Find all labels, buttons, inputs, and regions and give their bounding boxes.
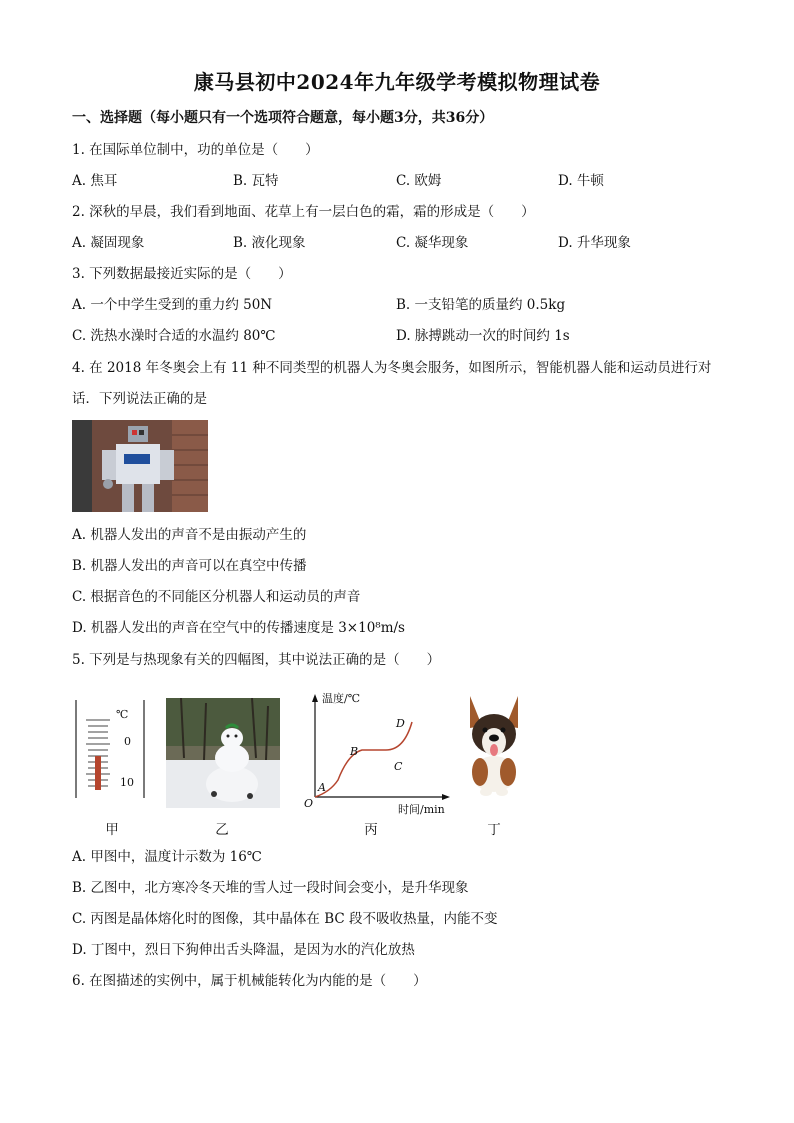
snowman-photo <box>166 698 280 808</box>
q5-option-d: D. 丁图中，烈日下狗伸出舌头降温，是因为水的汽化放热 <box>72 942 415 958</box>
graph-ylabel: 温度/℃ <box>322 692 361 705</box>
graph-origin: O <box>304 797 314 810</box>
q3-option-a: A. 一个中学生受到的重力约 50N <box>72 297 273 313</box>
graph-point-c: C <box>394 760 403 773</box>
dog-photo <box>462 688 526 800</box>
q5-option-b: B. 乙图中，北方寒冷冬天堆的雪人过一段时间会变小，是升华现象 <box>72 880 469 896</box>
graph-xlabel: 时间/min <box>398 803 445 816</box>
q3-option-b: B. 一支铅笔的质量约 0.5kg <box>396 297 566 313</box>
caption-yi: 乙 <box>215 822 229 838</box>
q1-option-a: A. 焦耳 <box>72 173 118 189</box>
q2-option-d: D. 升华现象 <box>558 235 631 251</box>
caption-ding: 丁 <box>487 822 501 838</box>
thermometer-figure <box>72 698 152 803</box>
question-2-stem: 2. 深秋的早晨，我们看到地面、花草上有一层白色的霜，霜的形成是（ ） <box>72 204 535 220</box>
graph-point-a: A <box>318 781 326 794</box>
question-1-stem: 1. 在国际单位制中，功的单位是（ ） <box>72 142 319 158</box>
caption-bing: 丙 <box>364 822 378 838</box>
section-heading: 一、选择题（每小题只有一个选项符合题意，每小题3分，共36分） <box>72 110 494 126</box>
q2-option-a: A. 凝固现象 <box>72 235 145 251</box>
q1-option-d: D. 牛顿 <box>558 173 604 189</box>
q4-option-b: B. 机器人发出的声音可以在真空中传播 <box>72 558 307 574</box>
question-6-stem: 6. 在图描述的实例中，属于机械能转化为内能的是（ ） <box>72 973 427 989</box>
q4-option-c: C. 根据音色的不同能区分机器人和运动员的声音 <box>72 589 361 605</box>
q5-option-c: C. 丙图是晶体熔化时的图像，其中晶体在 BC 段不吸收热量，内能不变 <box>72 911 498 927</box>
question-3-stem: 3. 下列数据最接近实际的是（ ） <box>72 266 292 282</box>
question-4-stem-line1: 4. 在 2018 年冬奥会上有 11 种不同类型的机器人为冬奥会服务，如图所示，智能机器人能和运动员进行对 <box>72 360 712 376</box>
thermometer-tick-10: 10 <box>120 776 134 789</box>
q2-option-c: C. 凝华现象 <box>396 235 469 251</box>
graph-point-d: D <box>396 717 405 730</box>
q1-option-c: C. 欧姆 <box>396 173 442 189</box>
q3-option-d: D. 脉搏跳动一次的时间约 1s <box>396 328 570 344</box>
q1-option-b: B. 瓦特 <box>233 173 279 189</box>
graph-point-b: B <box>350 745 359 758</box>
thermometer-unit: ℃ <box>116 708 129 721</box>
q4-option-d: D. 机器人发出的声音在空气中的传播速度是 3×10⁸m/s <box>72 620 405 636</box>
q3-option-c: C. 洗热水澡时合适的水温约 80℃ <box>72 328 276 344</box>
question-4-stem-line2: 话．下列说法正确的是 <box>72 391 207 407</box>
exam-title: 康马县初中2024年九年级学考模拟物理试卷 <box>193 70 601 94</box>
q4-option-a: A. 机器人发出的声音不是由振动产生的 <box>72 527 307 543</box>
thermometer-tick-0: 0 <box>124 735 131 748</box>
caption-jia: 甲 <box>105 822 119 838</box>
robot-photo <box>72 420 208 512</box>
q2-option-b: B. 液化现象 <box>233 235 306 251</box>
q5-option-a: A. 甲图中，温度计示数为 16℃ <box>72 849 262 865</box>
question-5-stem: 5. 下列是与热现象有关的四幅图，其中说法正确的是（ ） <box>72 652 441 668</box>
